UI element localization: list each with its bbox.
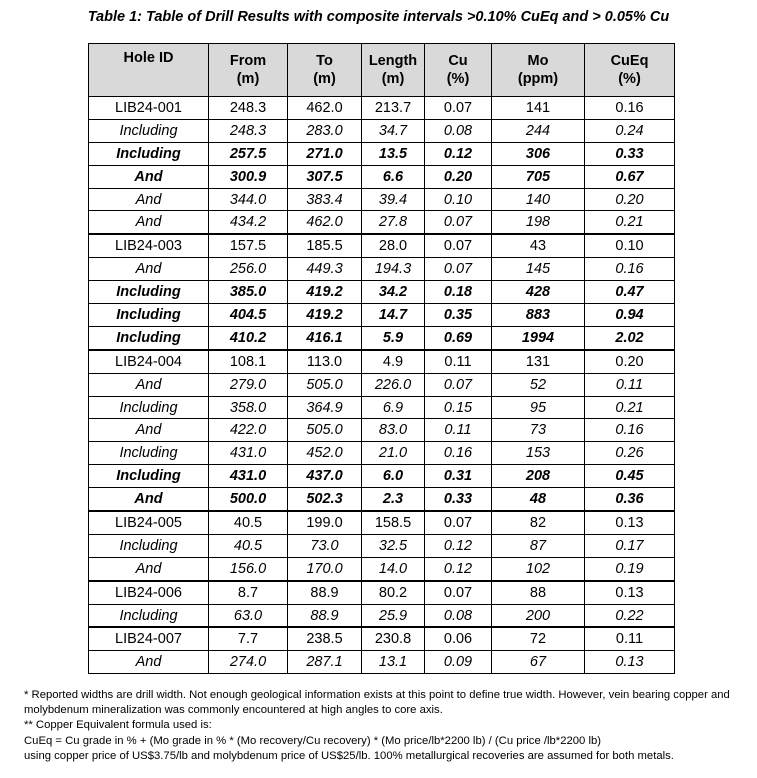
table-row xyxy=(89,326,675,349)
value-cell: 39.4 xyxy=(362,188,425,211)
footnote-prices: using copper price of US$3.75/lb and molybdenum price of US$25/lb. 100% metallurgical recoveries are assumed for both metals. xyxy=(24,749,674,762)
footnote-cueq-heading: ** Copper Equivalent formula used is: xyxy=(24,719,212,732)
value-cell: 8.7 xyxy=(209,581,288,604)
value-cell: 145 xyxy=(492,258,585,281)
header-row xyxy=(89,44,675,97)
value-cell: 198 xyxy=(492,211,585,234)
value-cell: 140 xyxy=(492,188,585,211)
value-cell: 431.0 xyxy=(209,465,288,488)
table-row xyxy=(89,142,675,165)
value-cell: 88.9 xyxy=(288,581,362,604)
value-cell: 0.94 xyxy=(585,304,675,327)
value-cell: 13.5 xyxy=(362,142,425,165)
value-cell: 419.2 xyxy=(288,304,362,327)
value-cell: 7.7 xyxy=(209,627,288,650)
value-cell: 0.11 xyxy=(425,350,492,373)
value-cell: 462.0 xyxy=(288,211,362,234)
value-cell: 0.20 xyxy=(585,188,675,211)
value-cell: 95 xyxy=(492,396,585,419)
value-cell: 0.16 xyxy=(425,442,492,465)
column-header xyxy=(209,44,288,97)
column-header xyxy=(585,44,675,97)
value-cell: 0.08 xyxy=(425,119,492,142)
hole-id-cell: LIB24-004 xyxy=(89,350,209,373)
value-cell: 505.0 xyxy=(288,419,362,442)
hole-id-cell: Including xyxy=(89,304,209,327)
value-cell: 0.07 xyxy=(425,211,492,234)
value-cell: 300.9 xyxy=(209,165,288,188)
table-row xyxy=(89,651,675,674)
value-cell: 0.13 xyxy=(585,511,675,534)
value-cell: 208 xyxy=(492,465,585,488)
value-cell: 271.0 xyxy=(288,142,362,165)
table-row xyxy=(89,373,675,396)
value-cell: 0.13 xyxy=(585,651,675,674)
value-cell: 52 xyxy=(492,373,585,396)
value-cell: 27.8 xyxy=(362,211,425,234)
column-header-unit: (m) xyxy=(313,71,336,87)
hole-id-cell: And xyxy=(89,557,209,580)
value-cell: 200 xyxy=(492,604,585,627)
value-cell: 0.16 xyxy=(585,258,675,281)
value-cell: 0.06 xyxy=(425,627,492,650)
value-cell: 157.5 xyxy=(209,234,288,257)
column-header xyxy=(362,44,425,97)
value-cell: 34.7 xyxy=(362,119,425,142)
value-cell: 0.20 xyxy=(585,350,675,373)
value-cell: 0.07 xyxy=(425,511,492,534)
value-cell: 63.0 xyxy=(209,604,288,627)
value-cell: 410.2 xyxy=(209,326,288,349)
value-cell: 158.5 xyxy=(362,511,425,534)
footnote-widths: * Reported widths are drill width. Not enough geological information exists at this point to define true width. However, vein bearing copper and molybdenum mineralization was commonly encountered at high angles to core axis. xyxy=(24,689,730,717)
value-cell: 705 xyxy=(492,165,585,188)
value-cell: 4.9 xyxy=(362,350,425,373)
column-header-unit: (ppm) xyxy=(517,71,559,87)
column-header-label: From xyxy=(229,53,267,69)
value-cell: 358.0 xyxy=(209,396,288,419)
table-title: Table 1: Table of Drill Results with composite intervals >0.10% CuEq and > 0.05% Cu xyxy=(87,9,670,25)
hole-id-cell: LIB24-003 xyxy=(89,234,209,257)
value-cell: 434.2 xyxy=(209,211,288,234)
value-cell: 248.3 xyxy=(209,119,288,142)
hole-id-cell: And xyxy=(89,258,209,281)
value-cell: 364.9 xyxy=(288,396,362,419)
value-cell: 73 xyxy=(492,419,585,442)
value-cell: 40.5 xyxy=(209,534,288,557)
hole-id-cell: Including xyxy=(89,119,209,142)
column-header xyxy=(425,44,492,97)
value-cell: 2.3 xyxy=(362,488,425,511)
value-cell: 102 xyxy=(492,557,585,580)
table-row xyxy=(89,581,675,604)
value-cell: 0.35 xyxy=(425,304,492,327)
value-cell: 502.3 xyxy=(288,488,362,511)
table-row xyxy=(89,419,675,442)
value-cell: 422.0 xyxy=(209,419,288,442)
value-cell: 437.0 xyxy=(288,465,362,488)
hole-id-cell: And xyxy=(89,188,209,211)
value-cell: 43 xyxy=(492,234,585,257)
value-cell: 0.20 xyxy=(425,165,492,188)
table-row xyxy=(89,350,675,373)
value-cell: 0.69 xyxy=(425,326,492,349)
value-cell: 257.5 xyxy=(209,142,288,165)
column-header-unit: (m) xyxy=(236,71,260,87)
value-cell: 0.07 xyxy=(425,97,492,120)
column-header xyxy=(492,44,585,97)
hole-id-cell: And xyxy=(89,165,209,188)
value-cell: 88.9 xyxy=(288,604,362,627)
table-row xyxy=(89,188,675,211)
table-row xyxy=(89,627,675,650)
value-cell: 6.6 xyxy=(362,165,425,188)
value-cell: 2.02 xyxy=(585,326,675,349)
hole-id-cell: Including xyxy=(89,465,209,488)
value-cell: 0.67 xyxy=(585,165,675,188)
value-cell: 0.17 xyxy=(585,534,675,557)
hole-id-cell: Including xyxy=(89,604,209,627)
value-cell: 0.13 xyxy=(585,581,675,604)
value-cell: 0.07 xyxy=(425,234,492,257)
value-cell: 5.9 xyxy=(362,326,425,349)
table-row xyxy=(89,534,675,557)
hole-id-cell: Including xyxy=(89,142,209,165)
value-cell: 462.0 xyxy=(288,97,362,120)
column-header-label: To xyxy=(316,53,333,69)
drill-results-table xyxy=(88,43,675,674)
footnotes xyxy=(24,688,744,764)
value-cell: 404.5 xyxy=(209,304,288,327)
table-row xyxy=(89,442,675,465)
value-cell: 307.5 xyxy=(288,165,362,188)
value-cell: 0.12 xyxy=(425,557,492,580)
hole-id-cell: And xyxy=(89,419,209,442)
value-cell: 0.45 xyxy=(585,465,675,488)
value-cell: 230.8 xyxy=(362,627,425,650)
table-row xyxy=(89,465,675,488)
column-header xyxy=(288,44,362,97)
value-cell: 14.7 xyxy=(362,304,425,327)
value-cell: 83.0 xyxy=(362,419,425,442)
value-cell: 0.08 xyxy=(425,604,492,627)
value-cell: 0.11 xyxy=(585,373,675,396)
value-cell: 0.16 xyxy=(585,97,675,120)
value-cell: 108.1 xyxy=(209,350,288,373)
table-row xyxy=(89,97,675,120)
hole-id-cell: Including xyxy=(89,281,209,304)
value-cell: 131 xyxy=(492,350,585,373)
table-row xyxy=(89,511,675,534)
value-cell: 500.0 xyxy=(209,488,288,511)
value-cell: 283.0 xyxy=(288,119,362,142)
hole-id-cell: Including xyxy=(89,442,209,465)
table-row xyxy=(89,604,675,627)
value-cell: 113.0 xyxy=(288,350,362,373)
hole-id-cell: LIB24-001 xyxy=(89,97,209,120)
value-cell: 0.24 xyxy=(585,119,675,142)
value-cell: 6.9 xyxy=(362,396,425,419)
value-cell: 248.3 xyxy=(209,97,288,120)
hole-id-cell: Including xyxy=(89,326,209,349)
value-cell: 449.3 xyxy=(288,258,362,281)
value-cell: 48 xyxy=(492,488,585,511)
value-cell: 0.12 xyxy=(425,534,492,557)
column-header-label: CuEq xyxy=(610,53,649,69)
value-cell: 141 xyxy=(492,97,585,120)
value-cell: 0.10 xyxy=(585,234,675,257)
value-cell: 383.4 xyxy=(288,188,362,211)
column-header-unit: (m) xyxy=(381,71,405,87)
value-cell: 21.0 xyxy=(362,442,425,465)
value-cell: 80.2 xyxy=(362,581,425,604)
column-header-unit: (%) xyxy=(446,71,470,87)
value-cell: 419.2 xyxy=(288,281,362,304)
value-cell: 505.0 xyxy=(288,373,362,396)
value-cell: 0.11 xyxy=(425,419,492,442)
table-row xyxy=(89,557,675,580)
hole-id-cell: LIB24-006 xyxy=(89,581,209,604)
value-cell: 0.07 xyxy=(425,258,492,281)
column-header xyxy=(89,44,209,97)
value-cell: 274.0 xyxy=(209,651,288,674)
hole-id-cell: Including xyxy=(89,396,209,419)
value-cell: 0.47 xyxy=(585,281,675,304)
column-header-unit: (%) xyxy=(618,71,641,87)
value-cell: 0.22 xyxy=(585,604,675,627)
value-cell: 0.12 xyxy=(425,142,492,165)
value-cell: 385.0 xyxy=(209,281,288,304)
value-cell: 87 xyxy=(492,534,585,557)
hole-id-cell: LIB24-005 xyxy=(89,511,209,534)
value-cell: 244 xyxy=(492,119,585,142)
value-cell: 25.9 xyxy=(362,604,425,627)
value-cell: 428 xyxy=(492,281,585,304)
value-cell: 14.0 xyxy=(362,557,425,580)
value-cell: 199.0 xyxy=(288,511,362,534)
value-cell: 32.5 xyxy=(362,534,425,557)
value-cell: 452.0 xyxy=(288,442,362,465)
value-cell: 153 xyxy=(492,442,585,465)
hole-id-cell: And xyxy=(89,373,209,396)
table-row xyxy=(89,488,675,511)
value-cell: 1994 xyxy=(492,326,585,349)
hole-id-cell: LIB24-007 xyxy=(89,627,209,650)
value-cell: 0.33 xyxy=(585,142,675,165)
value-cell: 416.1 xyxy=(288,326,362,349)
footnote-cueq-formula: CuEq = Cu grade in % + (Mo grade in % * (Mo recovery/Cu recovery) * (Mo price/lb*2200 lb) / (Cu price /lb*2200 lb) xyxy=(24,734,602,747)
value-cell: 344.0 xyxy=(209,188,288,211)
value-cell: 0.15 xyxy=(425,396,492,419)
table-row xyxy=(89,211,675,234)
value-cell: 0.21 xyxy=(585,211,675,234)
value-cell: 0.19 xyxy=(585,557,675,580)
value-cell: 256.0 xyxy=(209,258,288,281)
value-cell: 0.36 xyxy=(585,488,675,511)
table-row xyxy=(89,281,675,304)
table-row xyxy=(89,396,675,419)
value-cell: 0.09 xyxy=(425,651,492,674)
value-cell: 431.0 xyxy=(209,442,288,465)
value-cell: 73.0 xyxy=(288,534,362,557)
value-cell: 0.26 xyxy=(585,442,675,465)
table-body xyxy=(89,97,675,674)
column-header-label: Length xyxy=(368,53,418,69)
table-row xyxy=(89,304,675,327)
value-cell: 28.0 xyxy=(362,234,425,257)
hole-id-cell: And xyxy=(89,211,209,234)
value-cell: 226.0 xyxy=(362,373,425,396)
hole-id-cell: And xyxy=(89,488,209,511)
value-cell: 0.31 xyxy=(425,465,492,488)
value-cell: 0.21 xyxy=(585,396,675,419)
hole-id-cell: And xyxy=(89,651,209,674)
value-cell: 238.5 xyxy=(288,627,362,650)
value-cell: 88 xyxy=(492,581,585,604)
value-cell: 67 xyxy=(492,651,585,674)
value-cell: 213.7 xyxy=(362,97,425,120)
value-cell: 13.1 xyxy=(362,651,425,674)
value-cell: 185.5 xyxy=(288,234,362,257)
value-cell: 306 xyxy=(492,142,585,165)
value-cell: 82 xyxy=(492,511,585,534)
value-cell: 883 xyxy=(492,304,585,327)
value-cell: 156.0 xyxy=(209,557,288,580)
column-header-label: Mo xyxy=(527,53,549,69)
value-cell: 287.1 xyxy=(288,651,362,674)
hole-id-cell: Including xyxy=(89,534,209,557)
table-row xyxy=(89,165,675,188)
value-cell: 6.0 xyxy=(362,465,425,488)
value-cell: 0.07 xyxy=(425,373,492,396)
value-cell: 72 xyxy=(492,627,585,650)
column-header-label: Hole ID xyxy=(123,50,174,66)
value-cell: 0.33 xyxy=(425,488,492,511)
value-cell: 0.10 xyxy=(425,188,492,211)
value-cell: 40.5 xyxy=(209,511,288,534)
value-cell: 170.0 xyxy=(288,557,362,580)
table-row xyxy=(89,234,675,257)
table-row xyxy=(89,258,675,281)
value-cell: 194.3 xyxy=(362,258,425,281)
value-cell: 0.07 xyxy=(425,581,492,604)
value-cell: 34.2 xyxy=(362,281,425,304)
value-cell: 279.0 xyxy=(209,373,288,396)
table-row xyxy=(89,119,675,142)
value-cell: 0.16 xyxy=(585,419,675,442)
value-cell: 0.11 xyxy=(585,627,675,650)
column-header-label: Cu xyxy=(448,53,468,69)
value-cell: 0.18 xyxy=(425,281,492,304)
